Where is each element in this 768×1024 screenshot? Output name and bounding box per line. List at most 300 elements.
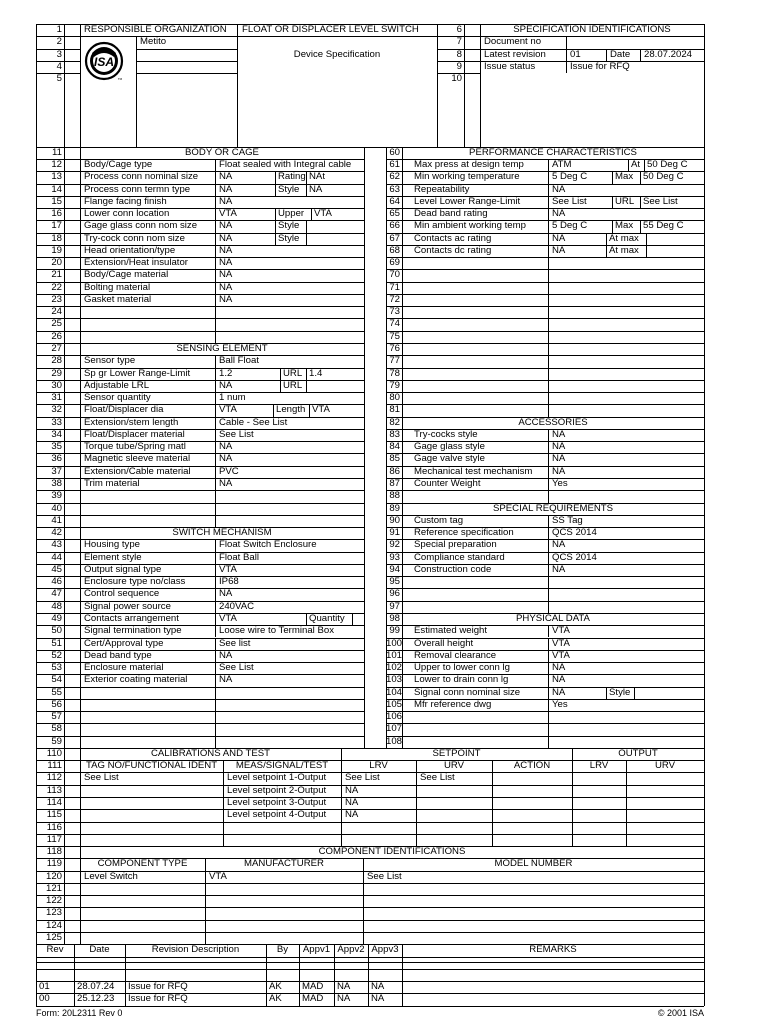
grid-line bbox=[386, 343, 704, 344]
row-number: 45 bbox=[51, 563, 62, 575]
grid-line bbox=[386, 601, 704, 602]
section-heading: SPECIAL REQUIREMENTS bbox=[492, 502, 614, 514]
row-number: 19 bbox=[51, 244, 62, 256]
field-label: Signal conn nominal size bbox=[414, 686, 521, 698]
grid-line bbox=[386, 723, 704, 724]
row-number: 63 bbox=[389, 183, 400, 195]
grid-line bbox=[215, 233, 216, 245]
row-number: 56 bbox=[51, 698, 62, 710]
grid-line bbox=[237, 24, 238, 147]
grid-line bbox=[548, 171, 549, 183]
row-number: 125 bbox=[45, 931, 62, 943]
field-label: Gage valve style bbox=[414, 453, 485, 465]
row-number: 9 bbox=[456, 60, 462, 72]
revision-cell: NA bbox=[337, 993, 351, 1005]
grid-line bbox=[215, 245, 216, 257]
trademark: TM bbox=[117, 77, 123, 81]
row-number: 108 bbox=[386, 735, 402, 747]
field-label: Sensor quantity bbox=[84, 392, 151, 404]
field-value: See List bbox=[219, 662, 254, 674]
field-value: Ball Float bbox=[219, 355, 259, 367]
row-number: 23 bbox=[51, 293, 62, 305]
grid-line bbox=[36, 920, 704, 921]
grid-line bbox=[215, 466, 216, 478]
grid-line bbox=[215, 588, 216, 600]
section-heading: PHYSICAL DATA bbox=[516, 612, 590, 624]
row-number: 51 bbox=[51, 637, 62, 649]
row-number: 101 bbox=[386, 649, 402, 661]
grid-line bbox=[36, 515, 364, 516]
field-label: Removal clearance bbox=[414, 649, 497, 661]
field-sub-label: URL bbox=[615, 195, 635, 207]
row-number: 82 bbox=[389, 416, 400, 428]
field-label: Signal power source bbox=[84, 600, 171, 612]
revision-cell: NA bbox=[371, 981, 385, 993]
row-number: 73 bbox=[389, 306, 400, 318]
row-number: 29 bbox=[51, 367, 62, 379]
section-heading: BODY OR CAGE bbox=[185, 146, 259, 158]
row-number: 115 bbox=[46, 809, 62, 821]
grid-line bbox=[548, 527, 549, 539]
row-number: 48 bbox=[51, 600, 62, 612]
grid-line bbox=[386, 368, 704, 369]
field-sub-value: 50 Deg C bbox=[643, 171, 684, 183]
row-number: 69 bbox=[389, 257, 400, 269]
grid-line bbox=[136, 49, 237, 50]
output-heading: OUTPUT bbox=[618, 747, 658, 759]
responsible-org-label: RESPONSIBLE ORGANIZATION bbox=[84, 24, 227, 35]
field-value: NA bbox=[219, 232, 233, 244]
grid-line bbox=[215, 699, 216, 711]
grid-line bbox=[215, 674, 216, 686]
field-label: Mechanical test mechanism bbox=[414, 465, 533, 477]
row-number: 40 bbox=[51, 502, 62, 514]
grid-line bbox=[215, 208, 216, 220]
calibrations-heading: CALIBRATIONS AND TEST bbox=[150, 747, 271, 759]
field-value: Float Switch Enclosure bbox=[219, 539, 317, 551]
field-value: NA bbox=[219, 220, 233, 232]
row-number: 35 bbox=[51, 441, 62, 453]
field-sub-label: Upper bbox=[278, 208, 305, 220]
row-number: 87 bbox=[389, 477, 400, 489]
row-number: 44 bbox=[51, 551, 62, 563]
grid-line bbox=[215, 478, 216, 490]
field-value: NA bbox=[552, 453, 566, 465]
field-sub-value bbox=[307, 233, 363, 245]
field-label: Output signal type bbox=[84, 563, 162, 575]
field-label: Signal termination type bbox=[84, 625, 182, 637]
grid-line bbox=[548, 552, 549, 564]
field-value: NA bbox=[552, 662, 566, 674]
grid-line bbox=[237, 36, 437, 37]
grid-line bbox=[215, 171, 216, 183]
grid-line bbox=[215, 196, 216, 208]
grid-line bbox=[215, 453, 216, 465]
grid-line bbox=[36, 962, 704, 963]
field-value: NA bbox=[552, 539, 566, 551]
row-number: 116 bbox=[46, 821, 62, 833]
grid-line bbox=[548, 711, 549, 723]
row-number: 110 bbox=[46, 747, 62, 759]
field-sub-label: URL bbox=[283, 367, 303, 379]
grid-line bbox=[36, 687, 364, 688]
row-number: 72 bbox=[389, 293, 400, 305]
grid-line bbox=[64, 24, 65, 147]
row-number: 13 bbox=[51, 171, 62, 183]
grid-line bbox=[215, 515, 216, 527]
field-sub-label: Style bbox=[278, 232, 300, 244]
grid-line bbox=[548, 466, 549, 478]
grid-line bbox=[36, 147, 37, 748]
grid-line bbox=[548, 159, 549, 171]
calibration-tag bbox=[82, 785, 222, 797]
row-number: 11 bbox=[52, 146, 62, 158]
grid-line bbox=[215, 576, 216, 588]
row-number: 75 bbox=[389, 330, 400, 342]
revision-cell bbox=[403, 993, 703, 1005]
row-number: 84 bbox=[389, 441, 400, 453]
row-number: 39 bbox=[51, 490, 62, 502]
revision-col-header: By bbox=[276, 944, 289, 956]
grid-line bbox=[364, 147, 386, 148]
grid-line bbox=[386, 490, 704, 491]
grid-line bbox=[215, 650, 216, 662]
grid-line bbox=[704, 24, 705, 147]
section-heading: SENSING ELEMENT bbox=[176, 343, 268, 355]
grid-line bbox=[548, 269, 549, 281]
latest-rev-value: 01 bbox=[570, 48, 581, 60]
grid-line bbox=[215, 625, 216, 637]
revision-col-header: Rev bbox=[46, 944, 64, 956]
field-sub-label: At bbox=[631, 158, 641, 170]
row-number: 16 bbox=[51, 208, 62, 220]
grid-line bbox=[215, 613, 216, 625]
grid-line bbox=[215, 723, 216, 735]
row-number: 12 bbox=[51, 158, 62, 170]
calibration-urv bbox=[418, 797, 490, 809]
grid-line bbox=[215, 564, 216, 576]
field-label: Magnetic sleeve material bbox=[84, 453, 191, 465]
grid-line bbox=[36, 331, 364, 332]
field-label: Construction code bbox=[414, 563, 492, 575]
field-value: VTA bbox=[552, 649, 570, 661]
copyright: © 2001 ISA bbox=[657, 1007, 704, 1018]
grid-line bbox=[215, 503, 216, 515]
row-number: 38 bbox=[51, 477, 62, 489]
grid-line bbox=[36, 24, 37, 147]
calibration-col-header: MEAS/SIGNAL/TEST bbox=[235, 760, 329, 772]
field-value: NA bbox=[552, 232, 566, 244]
grid-line bbox=[386, 294, 704, 295]
grid-line bbox=[548, 441, 549, 453]
grid-line bbox=[704, 147, 705, 748]
calibration-meas: Level setpoint 4-Output bbox=[227, 809, 327, 821]
grid-line bbox=[386, 736, 704, 737]
field-label: Contacts arrangement bbox=[84, 612, 179, 624]
row-number: 118 bbox=[46, 846, 62, 858]
field-label: Sensor type bbox=[84, 355, 136, 367]
row-number: 66 bbox=[389, 220, 400, 232]
field-label: Custom tag bbox=[414, 514, 464, 526]
row-number: 100 bbox=[386, 637, 402, 649]
row-number: 96 bbox=[389, 588, 400, 600]
field-label: Overall height bbox=[414, 637, 474, 649]
row-number: 107 bbox=[386, 723, 402, 735]
grid-line bbox=[386, 331, 704, 332]
field-sub-label: Max bbox=[615, 171, 634, 183]
row-number: 64 bbox=[389, 195, 400, 207]
grid-line bbox=[36, 723, 364, 724]
field-label: Float/Displacer dia bbox=[84, 404, 164, 416]
grid-line bbox=[215, 687, 216, 699]
grid-line bbox=[548, 208, 549, 220]
field-label: Housing type bbox=[84, 539, 140, 551]
grid-line bbox=[36, 957, 704, 958]
field-sub-label: Style bbox=[609, 686, 631, 698]
grid-line bbox=[386, 306, 704, 307]
logo-text: ISA bbox=[93, 55, 115, 69]
row-number: 30 bbox=[51, 379, 62, 391]
field-value: QCS 2014 bbox=[552, 527, 597, 539]
row-number: 117 bbox=[46, 833, 62, 845]
field-label: Body/Cage type bbox=[84, 158, 153, 170]
calibration-meas: Level setpoint 1-Output bbox=[227, 772, 327, 784]
row-number: 88 bbox=[389, 490, 400, 502]
field-label: Dead band rating bbox=[414, 208, 488, 220]
field-label: Level Lower Range-Limit bbox=[414, 195, 521, 207]
calibration-urv bbox=[418, 809, 490, 821]
field-value: NA bbox=[219, 281, 233, 293]
field-label: Estimated weight bbox=[414, 625, 488, 637]
row-number: 21 bbox=[51, 269, 62, 281]
calibration-meas: Level setpoint 3-Output bbox=[227, 797, 327, 808]
row-number: 74 bbox=[389, 318, 400, 330]
row-number: 6 bbox=[456, 24, 462, 35]
grid-line bbox=[215, 269, 216, 281]
field-value: NA bbox=[219, 453, 233, 465]
field-value: Float sealed with Integral cable bbox=[219, 158, 352, 170]
grid-line bbox=[704, 846, 705, 944]
field-sub-value bbox=[353, 613, 363, 625]
row-number: 55 bbox=[51, 686, 62, 698]
revision-cell: 25.12.23 bbox=[77, 993, 115, 1005]
calibration-col-header: TAG NO/FUNCTIONAL IDENT bbox=[85, 760, 218, 772]
grid-line bbox=[36, 503, 364, 504]
field-value: NA bbox=[552, 563, 566, 575]
grid-line bbox=[215, 318, 216, 330]
calibration-col-header: LRV bbox=[369, 760, 388, 772]
grid-line bbox=[548, 736, 549, 748]
calibration-meas: Level setpoint 2-Output bbox=[227, 784, 327, 796]
field-value: Yes bbox=[552, 698, 568, 710]
row-number: 98 bbox=[389, 612, 400, 624]
grid-line bbox=[136, 61, 237, 62]
field-sub-label: Style bbox=[278, 220, 300, 232]
calibration-urv: See List bbox=[420, 772, 455, 784]
calibration-col-header: ACTION bbox=[513, 760, 551, 772]
field-value: 5 Deg C bbox=[552, 171, 588, 183]
grid-line bbox=[548, 294, 549, 306]
grid-line bbox=[548, 453, 549, 465]
grid-line bbox=[548, 306, 549, 318]
row-number: 34 bbox=[51, 428, 62, 440]
section-heading: PERFORMANCE CHARACTERISTICS bbox=[469, 146, 637, 158]
row-number: 111 bbox=[47, 760, 62, 772]
row-number: 90 bbox=[389, 514, 400, 526]
grid-line bbox=[64, 147, 65, 748]
grid-line bbox=[548, 429, 549, 441]
field-sub-value: 50 Deg C bbox=[647, 158, 688, 170]
document-subtitle: Device Specification bbox=[293, 48, 381, 60]
calibration-tag bbox=[82, 809, 222, 821]
grid-line bbox=[566, 49, 567, 74]
grid-line bbox=[548, 282, 549, 294]
field-label: Repeatability bbox=[414, 183, 470, 195]
field-label: Lower conn location bbox=[84, 208, 170, 220]
field-value: ATM bbox=[552, 158, 572, 170]
grid-line bbox=[36, 490, 364, 491]
field-value: PVC bbox=[219, 465, 239, 477]
grid-line bbox=[36, 318, 364, 319]
grid-line bbox=[215, 429, 216, 441]
field-label: Special preparation bbox=[414, 539, 497, 551]
field-value: NA bbox=[552, 244, 566, 256]
grid-line bbox=[386, 380, 704, 381]
field-sub-label: Quantity bbox=[309, 612, 345, 624]
field-label: Gasket material bbox=[84, 293, 152, 305]
grid-line bbox=[464, 24, 465, 147]
row-number: 122 bbox=[45, 895, 62, 907]
issue-status-label: Issue status bbox=[484, 60, 536, 72]
field-label: Min ambient working temp bbox=[414, 220, 526, 232]
revision-cell: 28.07.24 bbox=[77, 981, 115, 993]
revision-col-header: Date bbox=[89, 944, 110, 956]
calibration-urv bbox=[418, 785, 490, 797]
calibration-col-header: URV bbox=[443, 760, 465, 772]
row-number: 5 bbox=[56, 73, 62, 85]
field-value: NA bbox=[219, 588, 233, 600]
row-number: 93 bbox=[389, 551, 400, 563]
row-number: 4 bbox=[56, 60, 62, 72]
calibration-lrv: NA bbox=[345, 809, 359, 821]
grid-line bbox=[36, 907, 704, 908]
grid-line bbox=[386, 711, 704, 712]
row-number: 76 bbox=[389, 343, 400, 355]
field-label: Cert/Approval type bbox=[84, 637, 164, 649]
issue-status-value: Issue for RFQ bbox=[570, 60, 630, 72]
calibration-tag bbox=[82, 797, 222, 809]
field-sub-label: At max bbox=[609, 244, 639, 256]
field-label: Compliance standard bbox=[414, 551, 505, 563]
field-sub-value bbox=[635, 687, 703, 699]
revision-cell: Issue for RFQ bbox=[128, 981, 188, 993]
grid-line bbox=[80, 147, 81, 748]
grid-line bbox=[386, 355, 704, 356]
row-number: 33 bbox=[51, 416, 62, 428]
field-label: Process conn nominal size bbox=[84, 171, 199, 183]
grid-line bbox=[548, 650, 549, 662]
field-label: Extension/stem length bbox=[84, 416, 179, 428]
row-number: 18 bbox=[51, 232, 62, 244]
grid-line bbox=[386, 392, 704, 393]
row-number: 42 bbox=[51, 527, 62, 539]
grid-line bbox=[36, 306, 364, 307]
field-label: Bolting material bbox=[84, 281, 151, 293]
field-sub-label: Length bbox=[276, 404, 306, 416]
calibration-col-header: LRV bbox=[589, 760, 609, 772]
grid-line bbox=[215, 392, 216, 404]
grid-line bbox=[548, 588, 549, 600]
field-sub-value bbox=[647, 245, 703, 257]
row-number: 65 bbox=[389, 208, 400, 220]
row-number: 102 bbox=[386, 662, 402, 674]
grid-line bbox=[36, 883, 704, 884]
grid-line bbox=[215, 490, 216, 502]
row-number: 27 bbox=[51, 343, 62, 355]
document-title: FLOAT OR DISPLACER LEVEL SWITCH bbox=[242, 24, 419, 35]
grid-line bbox=[548, 625, 549, 637]
grid-line bbox=[215, 736, 216, 748]
row-number: 1 bbox=[56, 24, 62, 35]
row-number: 8 bbox=[456, 48, 462, 60]
field-sub-value: VTA bbox=[312, 404, 330, 416]
grid-line bbox=[548, 539, 549, 551]
row-number: 46 bbox=[51, 576, 62, 588]
field-sub-label: Style bbox=[278, 183, 300, 195]
row-number: 57 bbox=[51, 711, 62, 723]
grid-line bbox=[548, 343, 549, 355]
grid-line bbox=[386, 282, 704, 283]
grid-line bbox=[215, 662, 216, 674]
grid-line bbox=[548, 233, 549, 245]
field-sub-label: Max bbox=[615, 220, 634, 232]
grid-line bbox=[80, 24, 81, 147]
grid-line bbox=[215, 159, 216, 171]
grid-line bbox=[548, 662, 549, 674]
row-number: 105 bbox=[386, 698, 402, 710]
grid-line bbox=[437, 24, 438, 147]
grid-line bbox=[548, 564, 549, 576]
grid-line bbox=[480, 24, 481, 147]
revision-cell: 00 bbox=[39, 993, 50, 1005]
grid-line bbox=[548, 331, 549, 343]
grid-line bbox=[215, 417, 216, 429]
row-number: 113 bbox=[46, 784, 62, 796]
row-number: 99 bbox=[389, 625, 400, 637]
grid-line bbox=[548, 245, 549, 257]
field-label: Process conn termn type bbox=[84, 183, 191, 195]
field-label: Contacts dc rating bbox=[414, 244, 492, 256]
revision-col-header: Appv1 bbox=[302, 944, 331, 956]
row-number: 17 bbox=[51, 220, 62, 232]
grid-line bbox=[215, 184, 216, 196]
revision-cell: Issue for RFQ bbox=[128, 993, 188, 1005]
field-value: IP68 bbox=[219, 576, 239, 588]
field-value: NA bbox=[219, 649, 233, 661]
row-number: 7 bbox=[456, 36, 462, 48]
row-number: 68 bbox=[389, 244, 400, 256]
field-sub-value: VTA bbox=[314, 208, 332, 220]
row-number: 25 bbox=[51, 318, 62, 330]
grid-line bbox=[215, 380, 216, 392]
row-number: 20 bbox=[51, 257, 62, 269]
revision-cell: 01 bbox=[39, 981, 50, 993]
field-value: Cable - See List bbox=[219, 416, 288, 428]
grid-line bbox=[548, 220, 549, 232]
row-number: 83 bbox=[389, 428, 400, 440]
row-number: 28 bbox=[51, 355, 62, 367]
grid-line bbox=[566, 36, 567, 48]
